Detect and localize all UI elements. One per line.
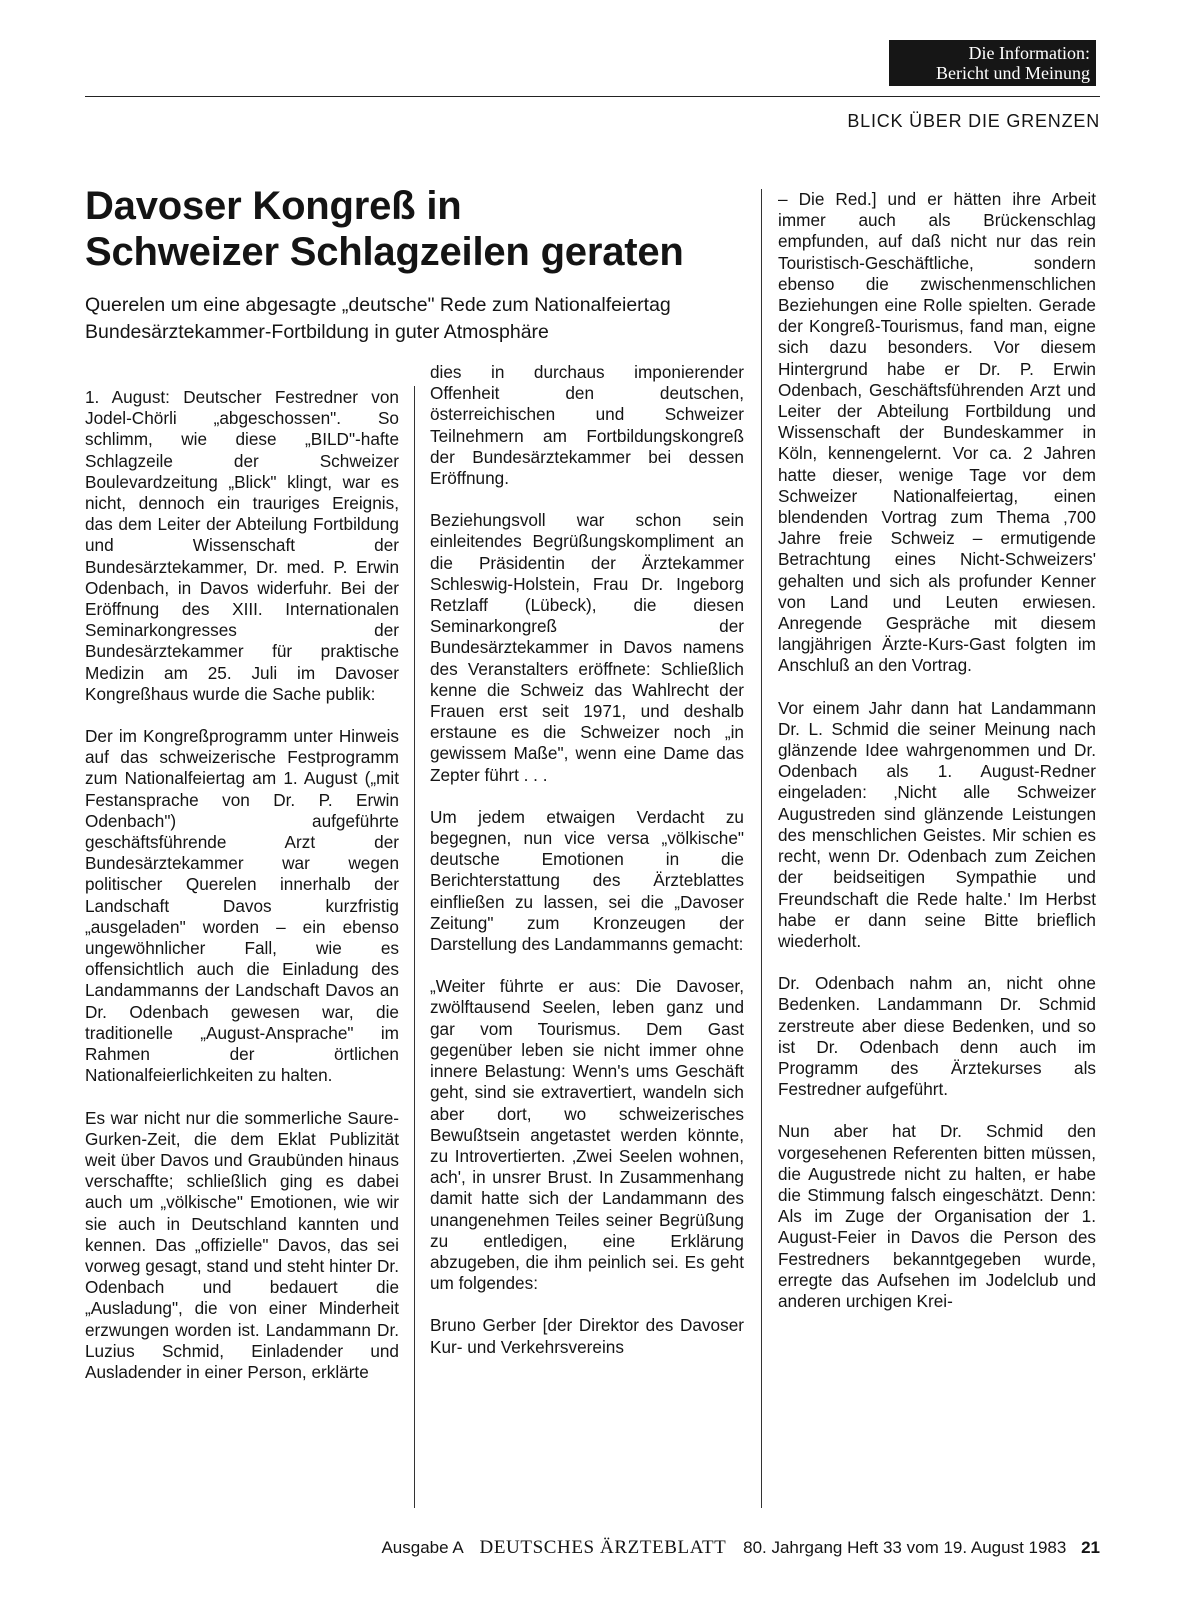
rubric-box xyxy=(889,40,1096,86)
footer-journal: DEUTSCHES ÄRZTEBLATT xyxy=(479,1537,727,1558)
subheadline xyxy=(85,292,745,346)
rubric-line-1: Die Information: xyxy=(968,43,1090,63)
paragraph: Bruno Gerber [der Direktor des Davoser Kur- und Verkehrsvereins xyxy=(430,1315,744,1357)
paragraph: – Die Red.] und er hätten ihre Arbeit immer auch als Brückenschlag empfunden, auf daß nicht nur das rein Touristisch-Geschäftliche, sondern ebenso die zwischenmenschlichen Beziehungen eine Rolle spielten. Gerade der Kongreß-Tourismus, fand man, eigne sich dazu besonders. Vor diesem Hintergrund habe er Dr. P. Erwin Odenbach, Geschäftsführenden Arzt und Leiter der Abteilung Fortbildung und Wissenschaft der Bundeskammer in Köln, kennengelernt. Vor ca. 2 Jahren hatte dieser, wenige Tage vor dem Schweizer Nationalfeiertag, einen blendenden Vortrag zum Thema ‚700 Jahre freie Schweiz – ermutigende Betrachtung eines Nicht-Schweizers' gehalten und sich als profunder Kenner von Land und Leuten erwiesen. Anregende Gespräche mit diesem langjährigen Ärzte-Kurs-Gast folgten im Anschluß an den Vortrag. xyxy=(778,189,1096,676)
subhead-line-1: Querelen um eine abgesagte „deutsche" Rede zum Nationalfeiertag xyxy=(85,294,671,316)
paragraph: 1. August: Deutscher Festredner von Jodel-Chörli „abgeschossen". So schlimm, wie diese „BILD"-hafte Schlagzeile der Schweizer Boulevardzeitung „Blick" klingt, war es nicht, dennoch ein trauriges Ereignis, das dem Leiter der Abteilung Fortbildung und Wissenschaft der Bundesärztekammer, Dr. med. P. Erwin Odenbach, in Davos widerfuhr. Bei der Eröffnung des XIII. Internationalen Seminarkongresses der Bundesärztekammer für praktische Medizin am 25. Juli im Davoser Kongreßhaus wurde die Sache publik: xyxy=(85,387,399,704)
paragraph: dies in durchaus imponierender Offenheit den deutschen, österreichischen und Schweizer Teilnehmern am Fortbildungskongreß der Bundesärztekammer bei dessen Eröffnung. xyxy=(430,362,744,489)
footer-edition: Ausgabe A xyxy=(381,1538,463,1557)
column-2 xyxy=(430,362,744,1379)
headline-line-1: Davoser Kongreß in xyxy=(85,184,462,228)
page-footer xyxy=(381,1537,1100,1559)
paragraph: „Weiter führte er aus: Die Davoser, zwölftausend Seelen, leben ganz und gar vom Tourismus. Dem Gast gegenüber leben sie nicht immer ohne innere Belastung: Wenn's ums Geschäft geht, sind sie extravertiert, wandeln sich aber dort, wo schweizerisches Bewußtsein angetastet werden könnte, zu Introvertierten. ‚Zwei Seelen wohnen, ach', in unsrer Brust. In Zusammenhang damit hatte sich der Landammann des unangenehmen Teiles seiner Begrüßung zu entledigen, eine Erklärung abzugeben, die ihm peinlich sei. Es geht um folgendes: xyxy=(430,976,744,1294)
paragraph: Um jedem etwaigen Verdacht zu begegnen, nun vice versa „völkische" deutsche Emotionen in die Berichterstattung des Ärzteblattes einfließen zu lassen, sei die „Davoser Zeitung" zum Kronzeugen der Darstellung des Landammanns gemacht: xyxy=(430,806,744,955)
subhead-line-2: Bundesärztekammer-Fortbildung in guter Atmosphäre xyxy=(85,321,549,343)
rubric-line-2: Bericht und Meinung xyxy=(936,63,1090,83)
column-rule xyxy=(414,386,415,1508)
column-3 xyxy=(778,189,1096,1333)
paragraph: Vor einem Jahr dann hat Landammann Dr. L. Schmid die seiner Meinung nach glänzende Idee wahrgenommen und Dr. Odenbach als 1. August-Redner eingeladen: ‚Nicht alle Schweizer Augustreden sind glänzende Leistungen des menschlichen Geistes. Mir schien es recht, wenn Dr. Odenbach zum Zeichen der beidseitigen Sympathie und Freundschaft die Rede halte.' Im Herbst habe er dann seine Bitte brieflich wiederholt. xyxy=(778,697,1096,951)
section-label: BLICK ÜBER DIE GRENZEN xyxy=(847,111,1100,131)
paragraph: Beziehungsvoll war schon sein einleitendes Begrüßungskompliment an die Präsidentin der Ärztekammer Schleswig-Holstein, Frau Dr. Ingeborg Retzlaff (Lübeck), die diesen Seminarkongreß der Bundesärztekammer in Davos namens des Veranstalters eröffnete: Schließlich kenne die Schweiz das Wahlrecht der Frauen erst seit 1971, und deshalb erstaune es die Schweizer noch „in gewissem Maße", wenn eine Dame das Zepter führt . . . xyxy=(430,510,744,785)
paragraph: Nun aber hat Dr. Schmid den vorgesehenen Referenten bitten müssen, die Augustrede nicht zu halten, er habe die Stimmung falsch eingeschätzt. Denn: Als im Zuge der Organisation der 1. August-Feier in Davos die Person des Festredners bekanntgegeben wurde, erregte das Aufsehen im Jodelclub und anderen urchigen Krei- xyxy=(778,1121,1096,1311)
paragraph: Es war nicht nur die sommerliche Saure-Gurken-Zeit, die dem Eklat Publizität weit über Davos und Graubünden hinaus verschaffte; schließlich ging es dabei auch um „völkische" Emotionen, wie wir sie auch in Deutschland kannten und kennen. Das „offizielle" Davos, das sei vorweg gesagt, stand und steht hinter Dr. Odenbach und bedauert die „Ausladung", die von einer Minderheit erzwungen worden ist. Landammann Dr. Luzius Schmid, Einladender und Ausladender in einer Person, erklärte xyxy=(85,1107,399,1382)
column-rule xyxy=(761,189,762,1508)
headline xyxy=(85,183,735,275)
footer-issue: 80. Jahrgang Heft 33 vom 19. August 1983 xyxy=(743,1538,1067,1557)
paragraph: Dr. Odenbach nahm an, nicht ohne Bedenken. Landammann Dr. Schmid zerstreute aber diese Bedenken, und so ist Dr. Odenbach denn auch im Programm des Ärztekurses als Festredner aufgeführt. xyxy=(778,973,1096,1100)
headline-line-2: Schweizer Schlagzeilen geraten xyxy=(85,230,684,274)
header-rule xyxy=(85,96,1100,97)
page-number: 21 xyxy=(1081,1538,1100,1557)
paragraph: Der im Kongreßprogramm unter Hinweis auf das schweizerische Festprogramm zum Nationalfeiertag am 1. August („mit Festansprache von Dr. P. Erwin Odenbach") aufgeführte geschäftsführende Arzt der Bundesärztekammer war wegen politischer Querelen innerhalb der Landschaft Davos kurzfristig „ausgeladen" worden – ein ebenso ungewöhnlicher Fall, wie es offensichtlich auch die Einladung des Landammanns der Landschaft Davos an Dr. Odenbach gewesen war, die traditionelle „August-Ansprache" im Rahmen der örtlichen Nationalfeierlichkeiten zu halten. xyxy=(85,726,399,1086)
column-1 xyxy=(85,387,399,1404)
